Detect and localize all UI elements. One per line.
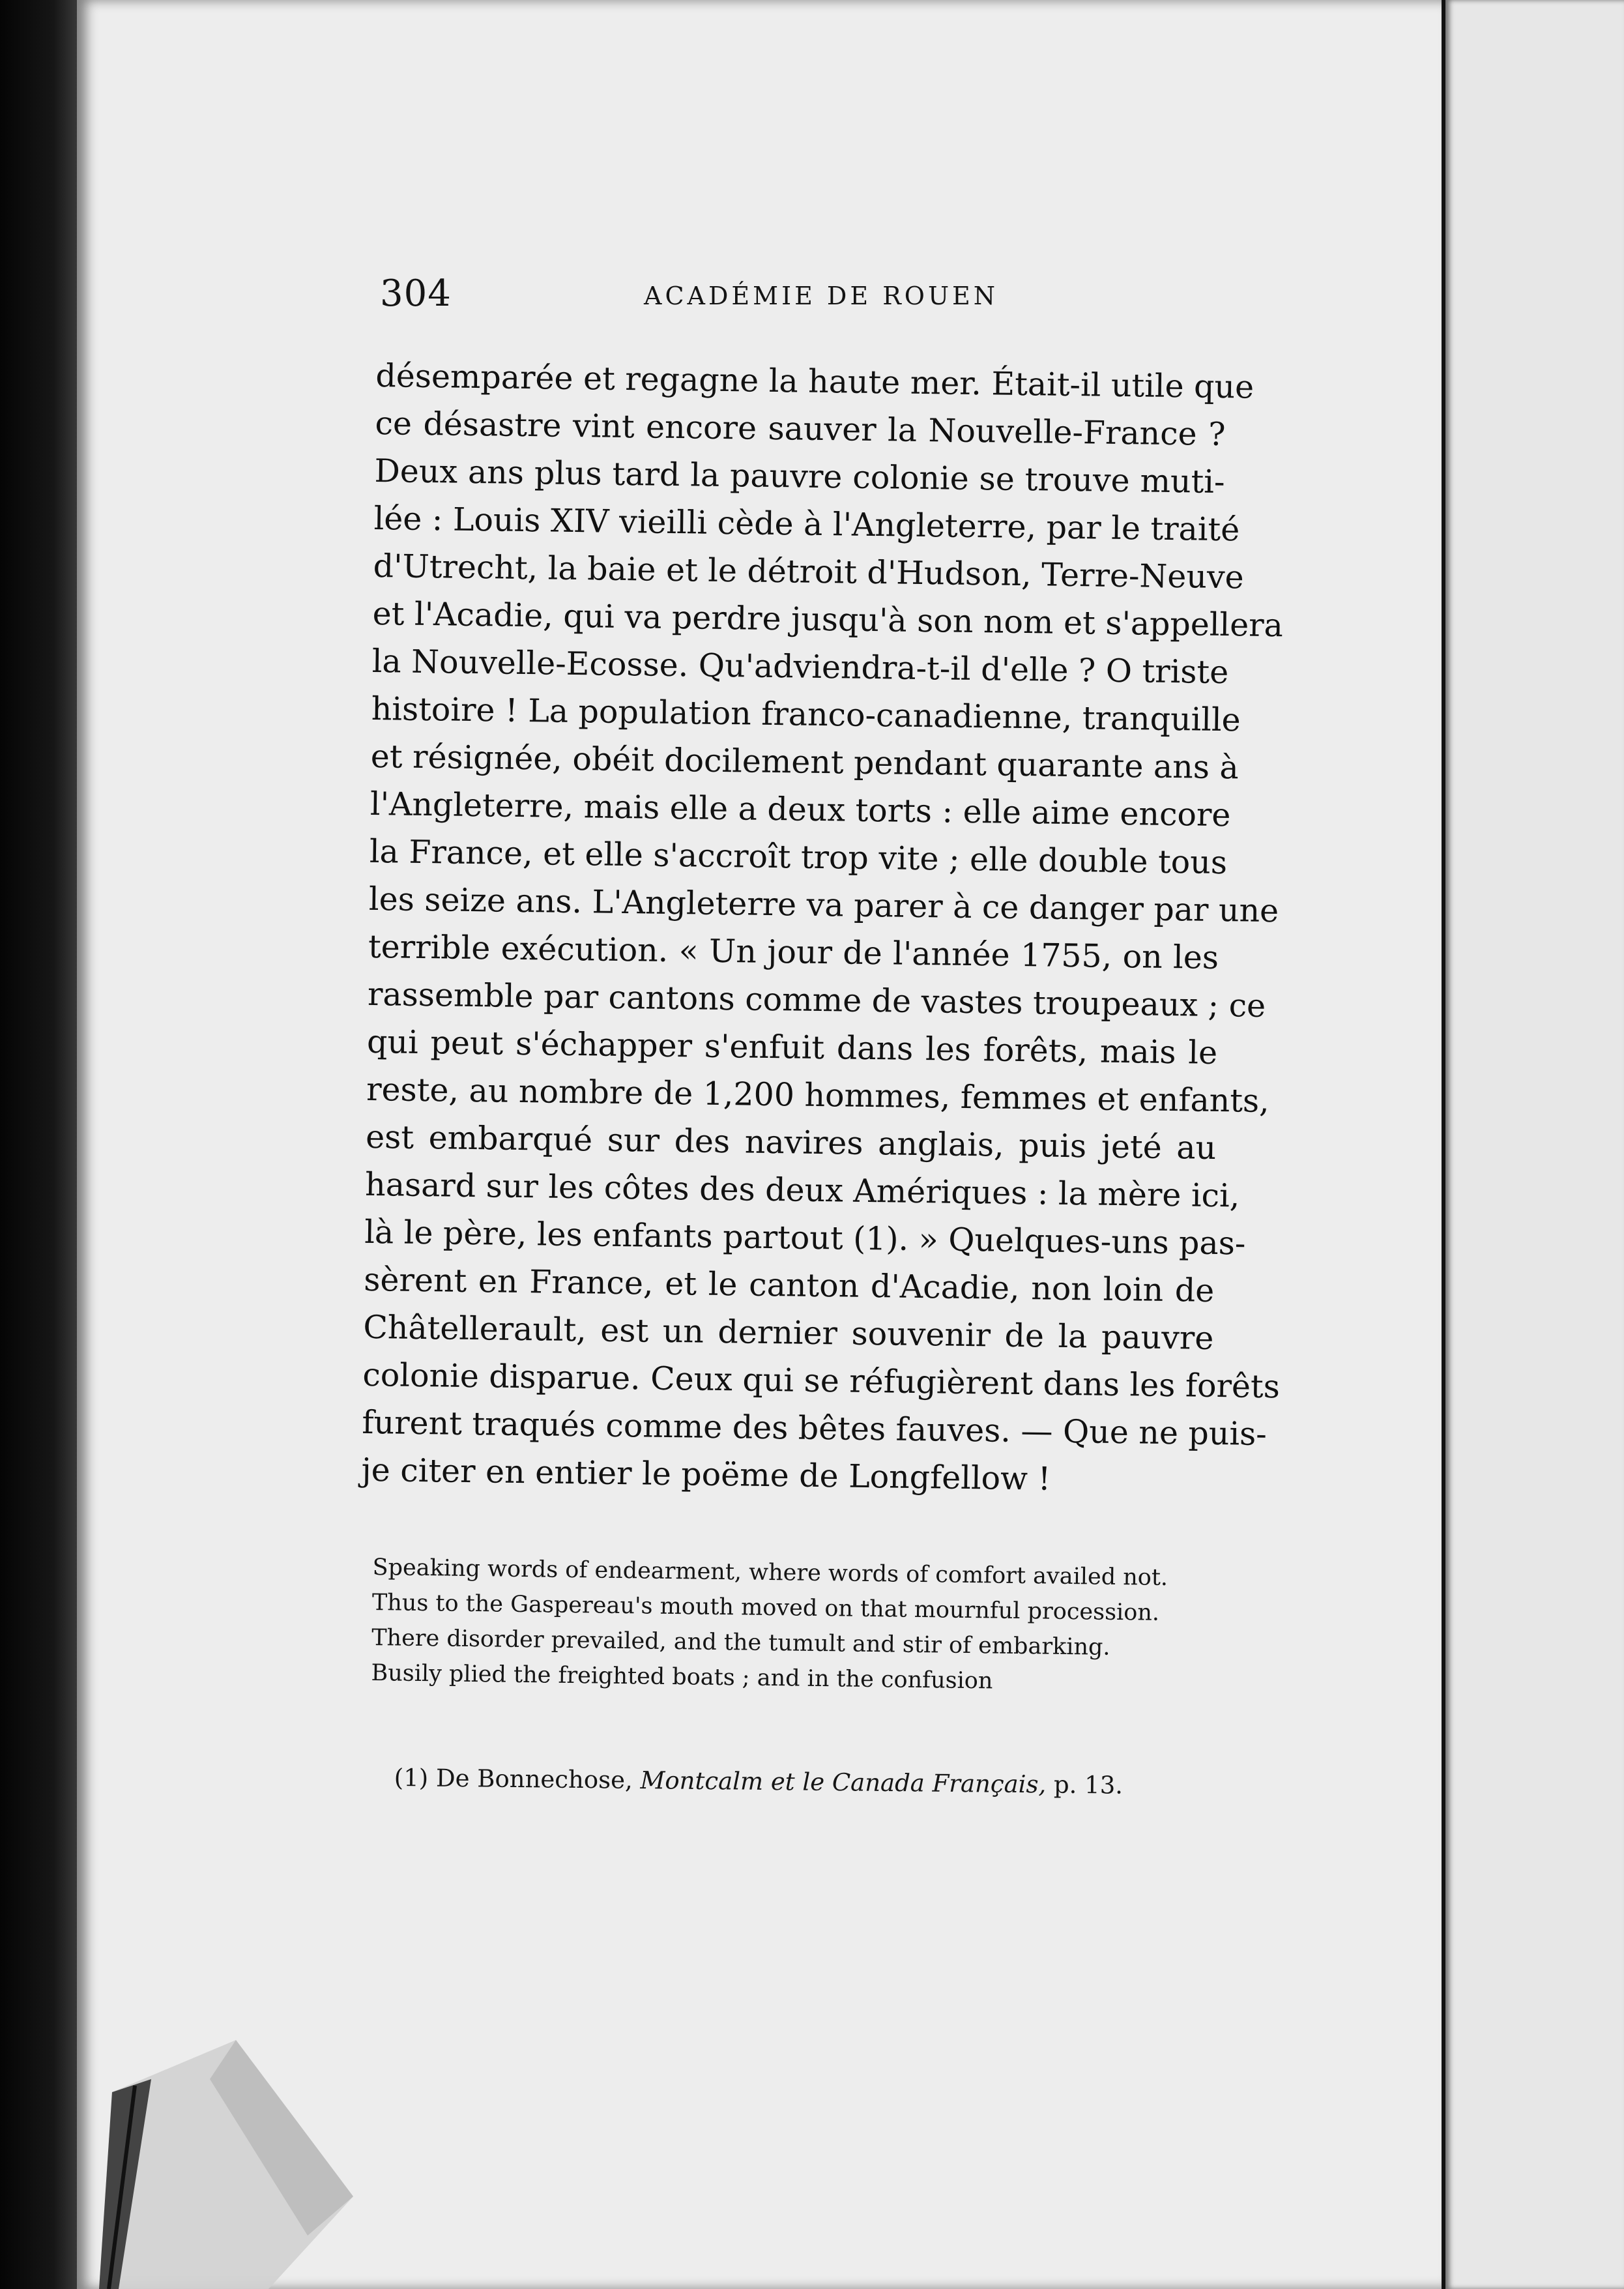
text-line: d'Utrecht, la baie et le détroit d'Hudson, Terre-Neuve <box>373 547 1245 596</box>
text-line: rassemble par cantons comme de vastes troupeaux ; ce <box>367 975 1266 1025</box>
text-line: là le père, les enfants partout (1). » Quelques-uns pas- <box>364 1213 1246 1262</box>
running-head: ACADÉMIE DE ROUEN <box>644 282 998 310</box>
text-line: terrible exécution. « Un jour de l'année 1755, on les <box>368 927 1219 977</box>
poem-line: There disorder prevailed, and the tumult and stir of embarking. <box>371 1624 1110 1661</box>
poem-quotation <box>371 1550 1226 1702</box>
text-line: lée : Louis XIV vieilli cède à l'Angleterre, par le traité <box>373 499 1240 549</box>
text-line: histoire ! La population franco-canadienne, tranquille <box>371 690 1241 739</box>
text-line: Châtellerault, est un dernier souvenir de la pauvre <box>363 1308 1214 1357</box>
page-number: 304 <box>380 272 452 315</box>
text-line: je citer en entier le poëme de Longfellow ! <box>361 1451 1051 1498</box>
poem-line: Speaking words of endearment, where words of comfort availed not. <box>372 1554 1168 1591</box>
text-line: et l'Acadie, qui va perdre jusqu'à son nom et s'appellera <box>372 594 1284 645</box>
footnote-marker: (1) <box>394 1764 429 1792</box>
page-corner-fold <box>73 2040 353 2289</box>
text-line: qui peut s'échapper s'enfuit dans les forêts, mais le <box>366 1023 1218 1072</box>
text-line: et résignée, obéit docilement pendant quarante ans à <box>370 737 1240 787</box>
text-line: colonie disparue. Ceux qui se réfugièrent dans les forêts <box>362 1356 1281 1406</box>
footnote-author: De Bonnechose, <box>435 1764 633 1794</box>
text-line: est embarqué sur des navires anglais, puis jeté au <box>365 1118 1217 1167</box>
text-line: Deux ans plus tard la pauvre colonie se trouve muti- <box>374 452 1225 501</box>
text-line: l'Angleterre, mais elle a deux torts : elle aime encore <box>370 785 1231 834</box>
text-line: désemparée et regagne la haute mer. Était-il utile que <box>375 357 1254 406</box>
text-line: sèrent en France, et le canton d'Acadie, non loin de <box>363 1261 1215 1309</box>
footnote-title: Montcalm et le Canada Français, <box>640 1766 1047 1799</box>
text-line: hasard sur les côtes des deux Amériques : la mère ici, <box>364 1165 1240 1215</box>
text-line: les seize ans. L'Angleterre va parer à ce danger par une <box>368 880 1279 930</box>
footnote-page-ref: p. 13. <box>1053 1770 1124 1800</box>
poem-line: Thus to the Gaspereau's mouth moved on that mournful procession. <box>371 1589 1160 1626</box>
poem-line: Busily plied the freighted boats ; and in the confusion <box>371 1659 993 1695</box>
text-line: la Nouvelle-Ecosse. Qu'adviendra-t-il d'elle ? O triste <box>371 642 1229 692</box>
body-paragraph <box>361 352 1284 1505</box>
text-line: ce désastre vint encore sauver la Nouvelle-France ? <box>375 404 1226 454</box>
text-line: la France, et elle s'accroît trop vite ; elle double tous <box>369 832 1228 882</box>
text-line: reste, au nombre de 1,200 hommes, femmes et enfants, <box>366 1070 1270 1120</box>
adjacent-page-edge <box>1445 0 1624 2289</box>
text-line: furent traqués comme des bêtes fauves. — Que ne puis- <box>362 1403 1268 1453</box>
page-header <box>380 272 1240 331</box>
